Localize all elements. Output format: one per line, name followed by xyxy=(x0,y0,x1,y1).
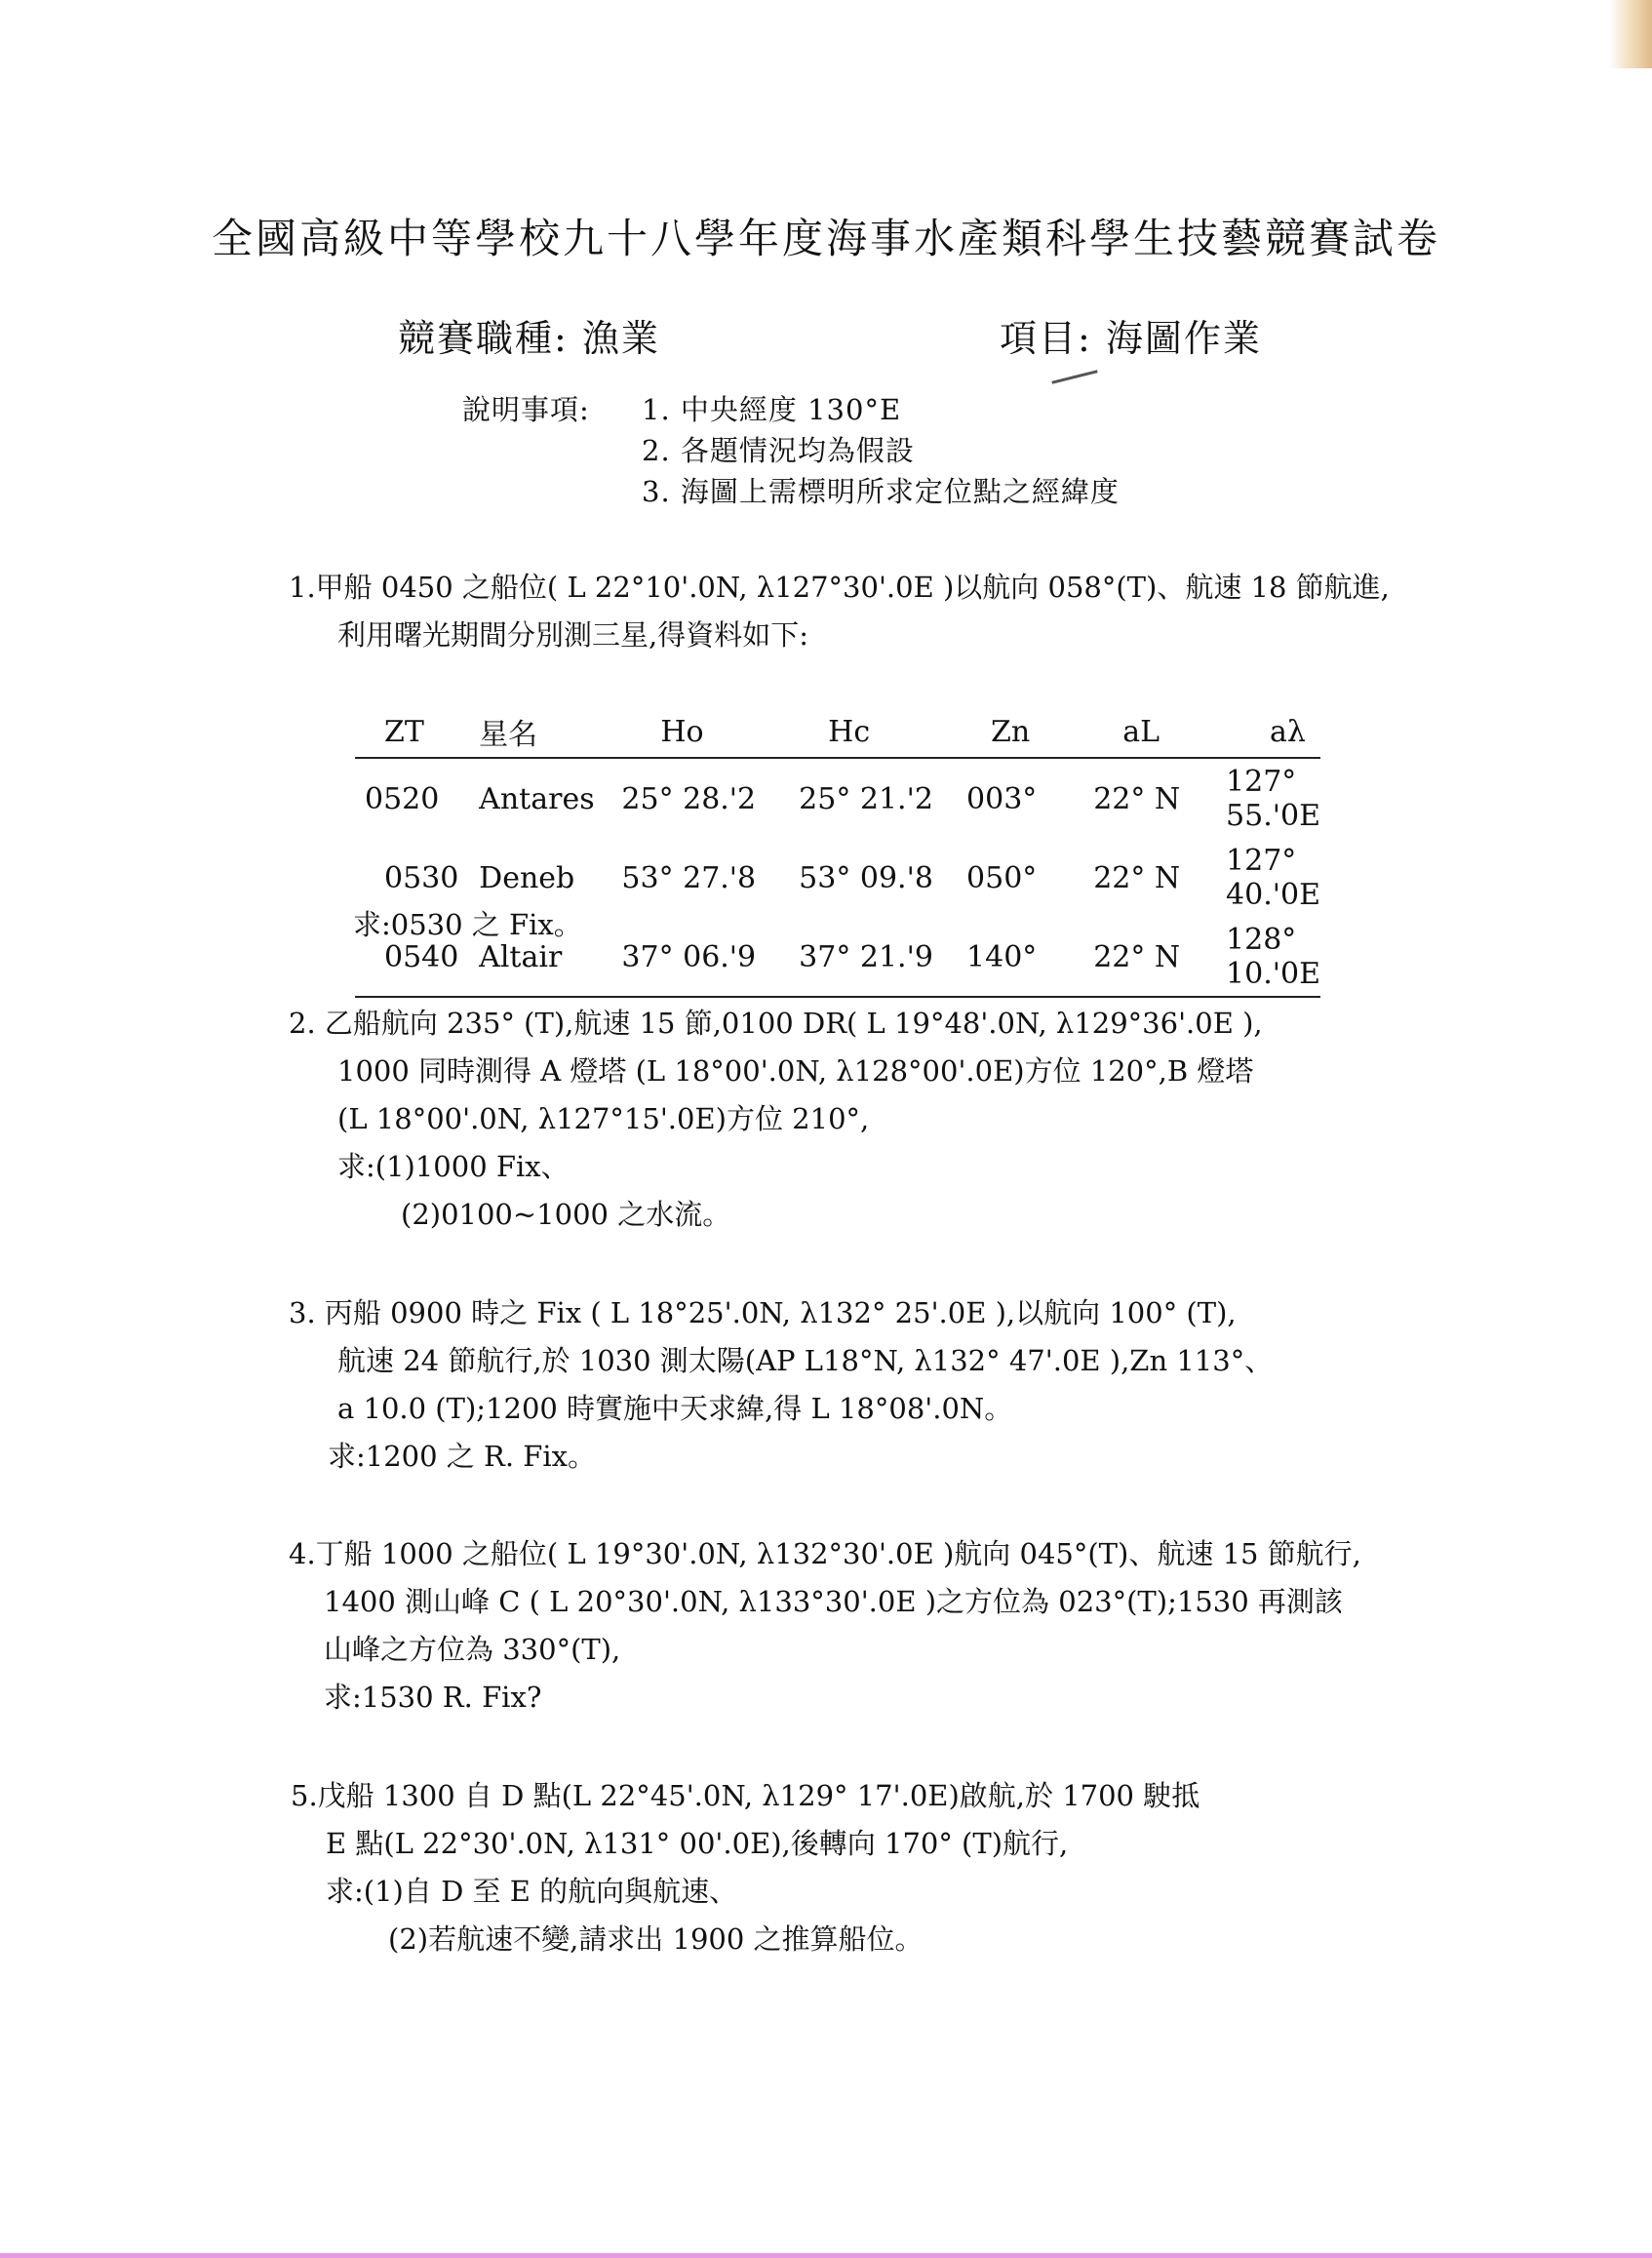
item-label: 項目: 海圖作業 xyxy=(1000,317,1262,360)
question-line: 求:1530 R. Fix? xyxy=(324,1681,542,1714)
scan-edge xyxy=(0,2253,1652,2258)
table-cell: 0530 xyxy=(384,860,459,895)
question-line: 1000 同時測得 A 燈塔 (L 18°00'.0N, λ128°00'.0E)方位 120°,B 燈塔 xyxy=(337,1054,1254,1088)
column-header: Zn xyxy=(966,708,1093,758)
question-4 xyxy=(289,1530,1361,1722)
table-cell: 22° N xyxy=(1093,781,1181,816)
table-cell: 140° xyxy=(966,917,1093,997)
column-header: aλ xyxy=(1226,708,1320,758)
question-line: 求:1200 之 R. Fix。 xyxy=(328,1440,597,1473)
question-line: E 點(L 22°30'.0N, λ131° 00'.0E),後轉向 170° (T)航行, xyxy=(326,1827,1069,1860)
question-2 xyxy=(289,1000,1263,1239)
table-row xyxy=(355,758,1320,838)
table-cell: 22° N xyxy=(1093,860,1181,895)
question-line: 利用曙光期間分別測三星,得資料如下: xyxy=(337,618,808,652)
table-cell: 22° N xyxy=(1093,917,1226,997)
table-cell: 37° 21.'9 xyxy=(799,917,966,997)
table-cell: 0520 xyxy=(365,781,440,816)
column-header: aL xyxy=(1093,708,1226,758)
page-title: 全國高級中等學校九十八學年度海事水產類科學生技藝競賽試卷 xyxy=(211,215,1440,262)
table-cell: Altair xyxy=(479,917,621,997)
question-line: 5.戊船 1300 自 D 點(L 22°45'.0N, λ129° 17'.0E)啟航,於 1700 駛抵 xyxy=(291,1779,1200,1812)
table-cell: 0540 xyxy=(355,917,479,997)
note-item: 2. 各題情況均為假設 xyxy=(642,434,915,467)
question-line: 航速 24 節航行,於 1030 測太陽(AP L18°N, λ132° 47'.0E ),Zn 113°、 xyxy=(337,1344,1274,1377)
table-cell: 53° 09.'8 xyxy=(799,860,933,895)
question-line: 山峰之方位為 330°(T), xyxy=(324,1633,621,1666)
question-line: 求:(1)1000 Fix、 xyxy=(337,1150,570,1183)
question-line: 1400 測山峰 C ( L 20°30'.0N, λ133°30'.0E )之方位為 023°(T);1530 再測該 xyxy=(324,1585,1343,1618)
note-item: 3. 海圖上需標明所求定位點之經緯度 xyxy=(642,475,1120,508)
paper-stain xyxy=(1609,0,1652,68)
question-line: 2. 乙船航向 235° (T),航速 15 節,0100 DR( L 19°48'.0N, λ129°36'.0E ), xyxy=(289,1007,1263,1040)
question-line: 3. 丙船 0900 時之 Fix ( L 18°25'.0N, λ132° 25'.0E ),以航向 100° (T), xyxy=(289,1296,1237,1329)
question-1 xyxy=(289,564,1390,659)
column-header: Ho xyxy=(621,708,799,758)
column-header: 星名 xyxy=(479,708,621,758)
question-line: (L 18°00'.0N, λ127°15'.0E)方位 210°, xyxy=(337,1102,870,1135)
table-cell: 25° 28.'2 xyxy=(621,781,757,816)
table-cell: 050° xyxy=(966,860,1038,895)
note-item: 1. 中央經度 130°E xyxy=(642,393,902,426)
question-line: (2)0100~1000 之水流。 xyxy=(401,1198,731,1231)
observation-table xyxy=(355,708,1320,998)
table-cell: 25° 21.'2 xyxy=(799,781,933,816)
table-cell: Antares xyxy=(479,781,595,816)
notes-heading: 說明事項: xyxy=(462,393,590,426)
question-line: a 10.0 (T);1200 時實施中天求緯,得 L 18°08'.0N。 xyxy=(337,1392,1013,1425)
table-header-row xyxy=(355,708,1320,758)
question-ask: 求:0530 之 Fix。 xyxy=(353,908,582,941)
table-cell: 128° 10.'0E xyxy=(1226,917,1320,997)
table-cell: 37° 06.'9 xyxy=(621,917,799,997)
table-cell: 53° 27.'8 xyxy=(621,860,757,895)
pen-mark xyxy=(1051,370,1097,384)
column-header: Hc xyxy=(799,708,966,758)
question-3 xyxy=(289,1289,1273,1481)
question-line: 4.丁船 1000 之船位( L 19°30'.0N, λ132°30'.0E )航向 045°(T)、航速 15 節航行, xyxy=(289,1537,1361,1570)
question-line: (2)若航速不變,請求出 1900 之推算船位。 xyxy=(388,1922,924,1956)
category-label: 競賽職種: 漁業 xyxy=(398,317,660,360)
table-cell: Deneb xyxy=(479,860,575,895)
question-line: 求:(1)自 D 至 E 的航向與航速、 xyxy=(326,1875,738,1908)
table-cell: 003° xyxy=(966,781,1038,816)
table-cell: 127° 40.'0E xyxy=(1226,844,1320,912)
question-line: 1.甲船 0450 之船位( L 22°10'.0N, λ127°30'.0E )以航向 058°(T)、航速 18 節航進, xyxy=(289,571,1390,604)
question-5 xyxy=(291,1772,1200,1963)
column-header: ZT xyxy=(355,708,479,758)
table-cell: 127° 55.'0E xyxy=(1226,765,1320,833)
